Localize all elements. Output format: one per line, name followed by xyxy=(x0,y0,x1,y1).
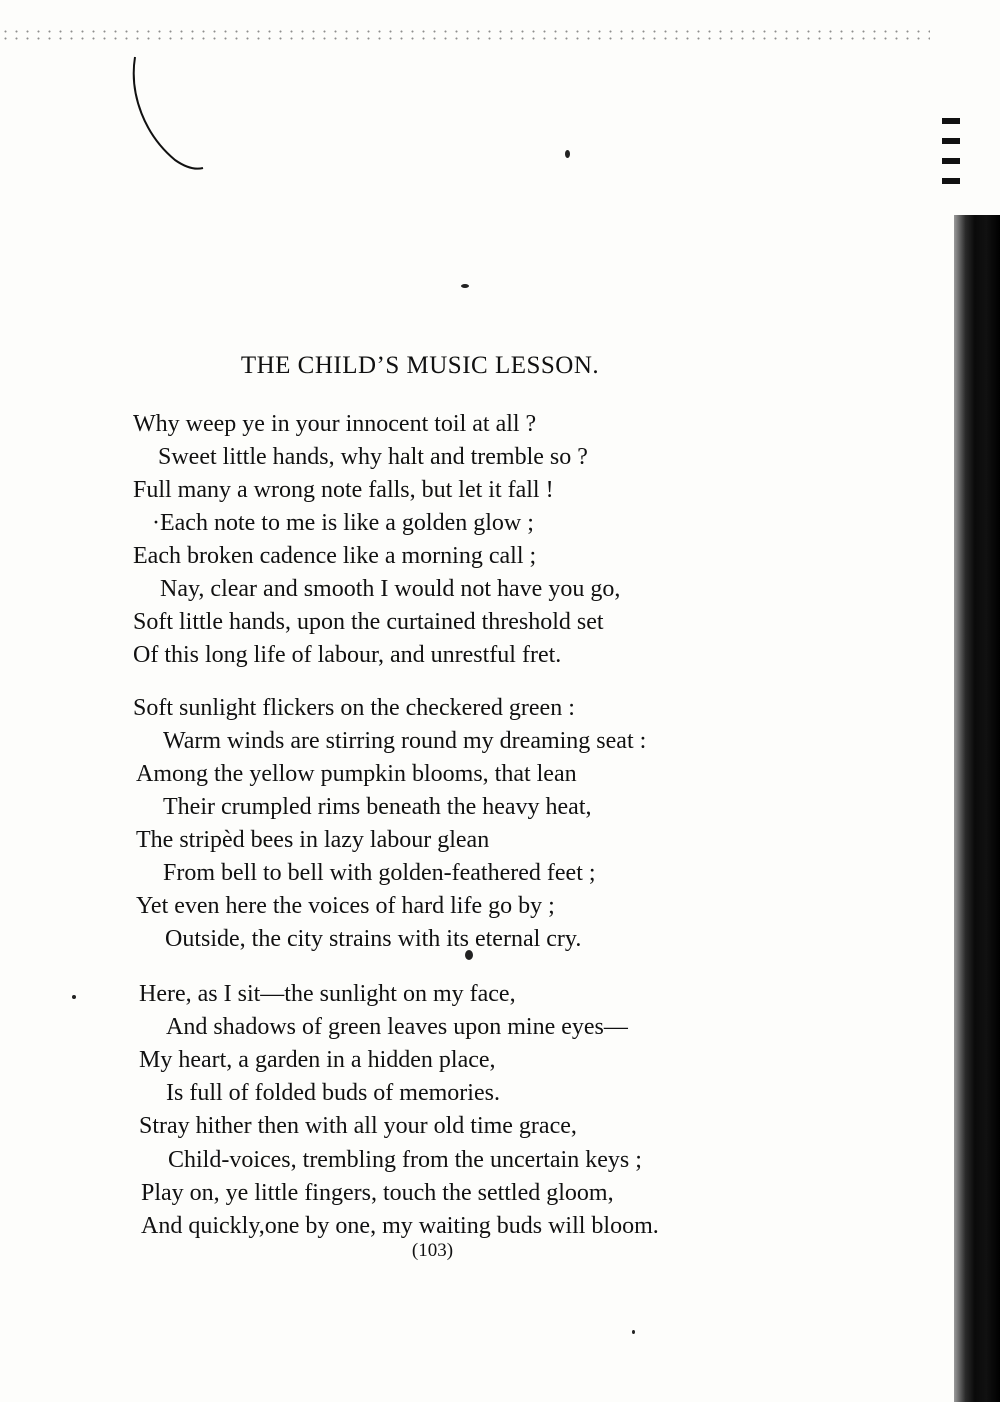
poem-line: Why weep ye in your innocent toil at all ? xyxy=(133,411,537,437)
speck xyxy=(72,995,76,999)
poem-line: Full many a wrong note falls, but let it fall ! xyxy=(133,477,554,503)
poem-line: Yet even here the voices of hard life go by ; xyxy=(136,893,555,919)
poem-line: Nay, clear and smooth I would not have you go, xyxy=(160,576,621,602)
poem-line: The stripèd bees in lazy labour glean xyxy=(136,827,490,853)
poem-line: My heart, a garden in a hidden place, xyxy=(139,1047,496,1073)
poem-line: Their crumpled rims beneath the heavy heat, xyxy=(163,794,592,820)
poem-line: Among the yellow pumpkin blooms, that lean xyxy=(136,761,577,787)
poem-line: And shadows of green leaves upon mine eyes— xyxy=(166,1014,628,1040)
poem-line: Stray hither then with all your old time grace, xyxy=(139,1113,577,1139)
speck xyxy=(632,1330,635,1334)
binding-marks xyxy=(942,118,960,208)
poem-line: Warm winds are stirring round my dreaming seat : xyxy=(163,728,647,754)
poem-line: Soft little hands, upon the curtained threshold set xyxy=(133,609,604,635)
poem-line: Here, as I sit—the sunlight on my face, xyxy=(139,981,516,1007)
poem-line: Soft sunlight flickers on the checkered green : xyxy=(133,695,575,721)
speck xyxy=(461,284,469,288)
poem-line: Play on, ye little fingers, touch the settled gloom, xyxy=(141,1180,614,1206)
poem-line: Each broken cadence like a morning call ; xyxy=(133,543,537,569)
scan-noise xyxy=(0,28,930,42)
poem-line: From bell to bell with golden-feathered feet ; xyxy=(163,860,596,886)
poem-line: And quickly,one by one, my waiting buds will bloom. xyxy=(141,1213,659,1239)
pencil-mark xyxy=(125,55,210,180)
poem-line: Child-voices, trembling from the uncertain keys ; xyxy=(168,1147,642,1173)
binding-shadow xyxy=(954,215,1000,1402)
poem-line: Sweet little hands, why halt and tremble so ? xyxy=(158,444,588,470)
poem-line: ·Each note to me is like a golden glow ; xyxy=(152,510,534,536)
poem-line: Outside, the city strains with its eternal cry. xyxy=(165,926,582,952)
poem-line: Is full of folded buds of memories. xyxy=(166,1080,500,1106)
poem-title: THE CHILD’S MUSIC LESSON. xyxy=(240,352,600,379)
poem-line: Of this long life of labour, and unrestful fret. xyxy=(133,642,562,668)
page-number: (103) xyxy=(411,1240,454,1261)
speck xyxy=(565,150,570,158)
